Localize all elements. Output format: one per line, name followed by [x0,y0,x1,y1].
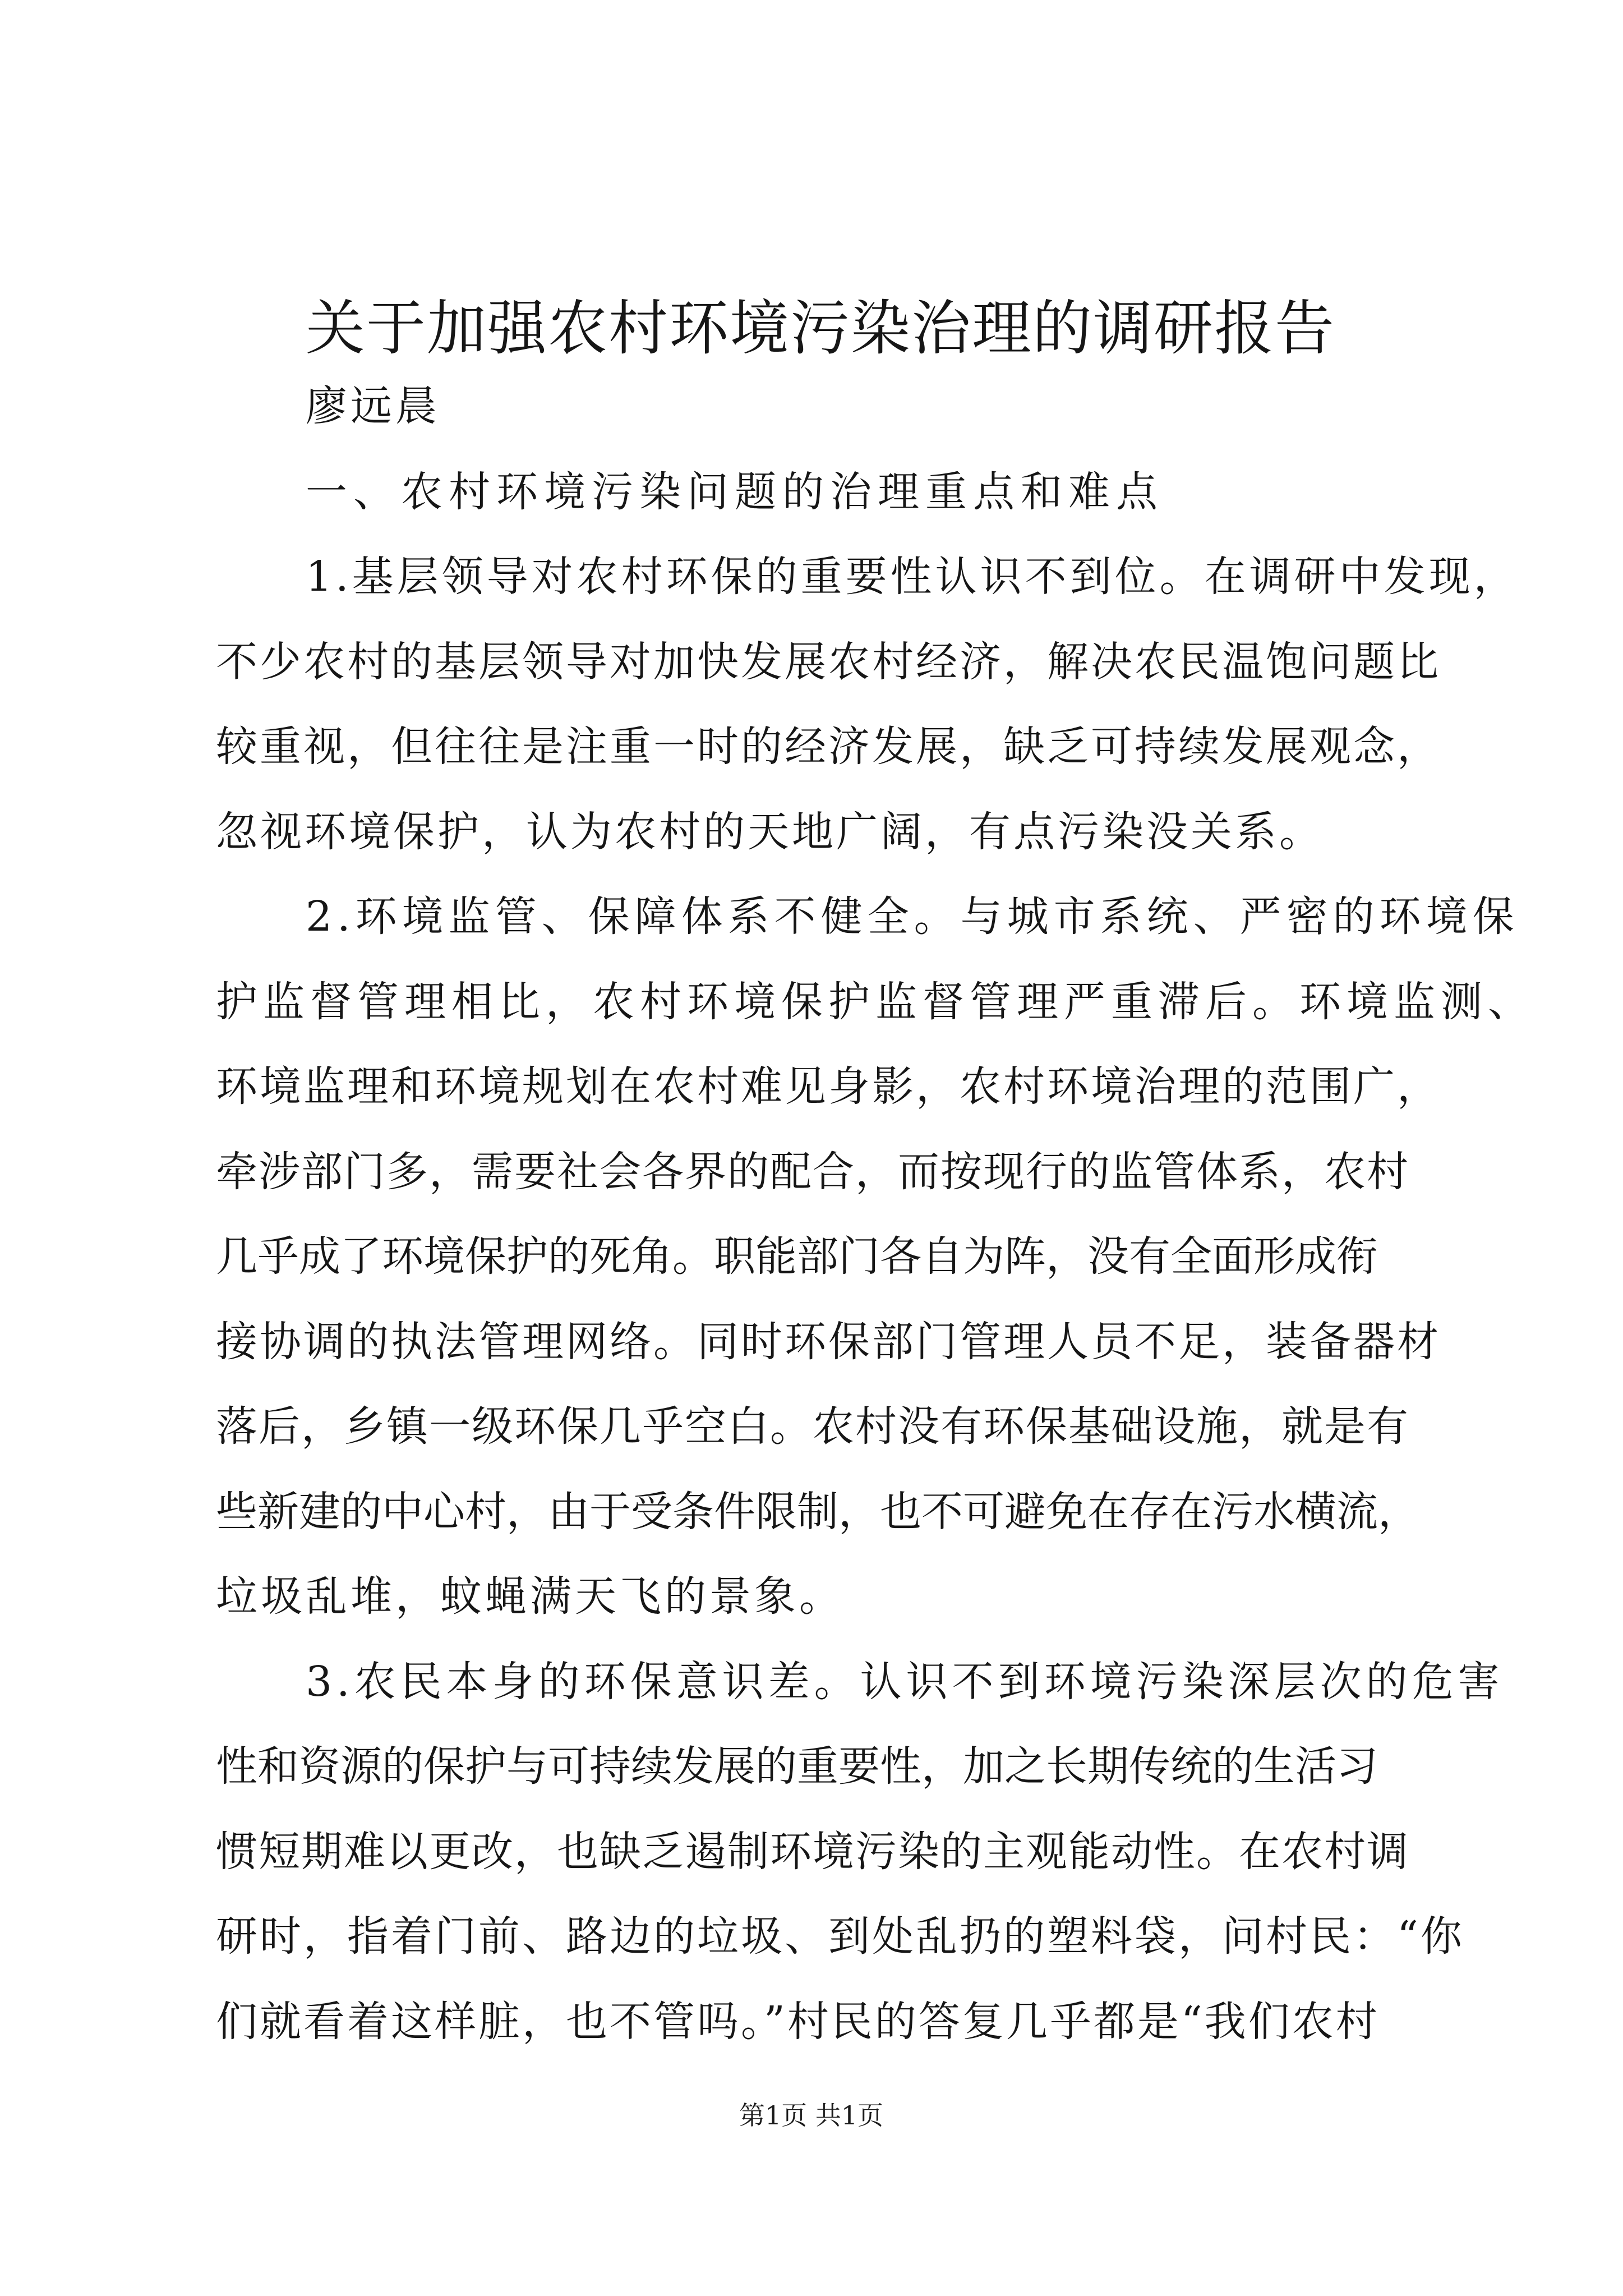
paragraph-3-line-5: 们就看着这样脏，也不管吗。”村民的答复几乎都是“我们农村 [216,1998,1380,2046]
paragraph-1-line-2: 不少农村的基层领导对加快发展农村经济，解决农民温饱问题比 [216,638,1441,686]
paragraph-2-line-7: 落后，乡镇一级环保几乎空白。农村没有环保基础设施，就是有 [216,1402,1409,1451]
paragraph-2-line-4: 牵涉部门多，需要社会各界的配合，而按现行的监管体系，农村 [216,1148,1409,1196]
paragraph-3-line-1: 3.农民本身的环保意识差。认识不到环境污染深层次的危害 [306,1658,1504,1706]
page-number-footer: 第1页 共1页 [739,2100,884,2131]
paragraph-1-line-1: 1.基层领导对农村环保的重要性认识不到位。在调研中发现， [306,553,1519,601]
paragraph-2-line-5: 几乎成了环境保护的死角。职能部门各自为阵，没有全面形成衔 [216,1232,1378,1281]
paragraph-2-line-6: 接协调的执法管理网络。同时环保部门管理人员不足，装备器材 [216,1318,1441,1366]
paragraph-2-line-3: 环境监理和环境规划在农村难见身影，农村环境治理的范围广， [216,1062,1441,1111]
paragraph-2-line-2: 护监督管理相比，农村环境保护监督管理严重滞后。环境监测、 [216,978,1535,1026]
paragraph-2-line-8: 些新建的中心村，由于受条件限制，也不可避免在存在污水横流， [216,1488,1419,1536]
paragraph-3-line-2: 性和资源的保护与可持续发展的重要性，加之长期传统的生活习 [216,1742,1378,1791]
section-heading: 一、农村环境污染问题的治理重点和难点 [306,468,1164,516]
document-title: 关于加强农村环境污染治理的调研报告 [306,294,1335,363]
paragraph-3-line-4: 研时，指着门前、路边的垃圾、到处乱扔的塑料袋，问村民：“你 [216,1912,1464,1961]
paragraph-1-line-4: 忽视环境保护，认为农村的天地广阔，有点污染没关系。 [216,808,1324,856]
author-line: 廖远晨 [306,382,440,430]
paragraph-2-line-9: 垃圾乱堆，蚊蝇满天飞的景象。 [216,1572,844,1621]
paragraph-2-line-1: 2.环境监管、保障体系不健全。与城市系统、严密的环境保 [306,892,1519,941]
paragraph-3-line-3: 惯短期难以更改，也缺乏遏制环境污染的主观能动性。在农村调 [216,1828,1409,1876]
paragraph-1-line-3: 较重视，但往往是注重一时的经济发展，缺乏可持续发展观念， [216,723,1441,771]
